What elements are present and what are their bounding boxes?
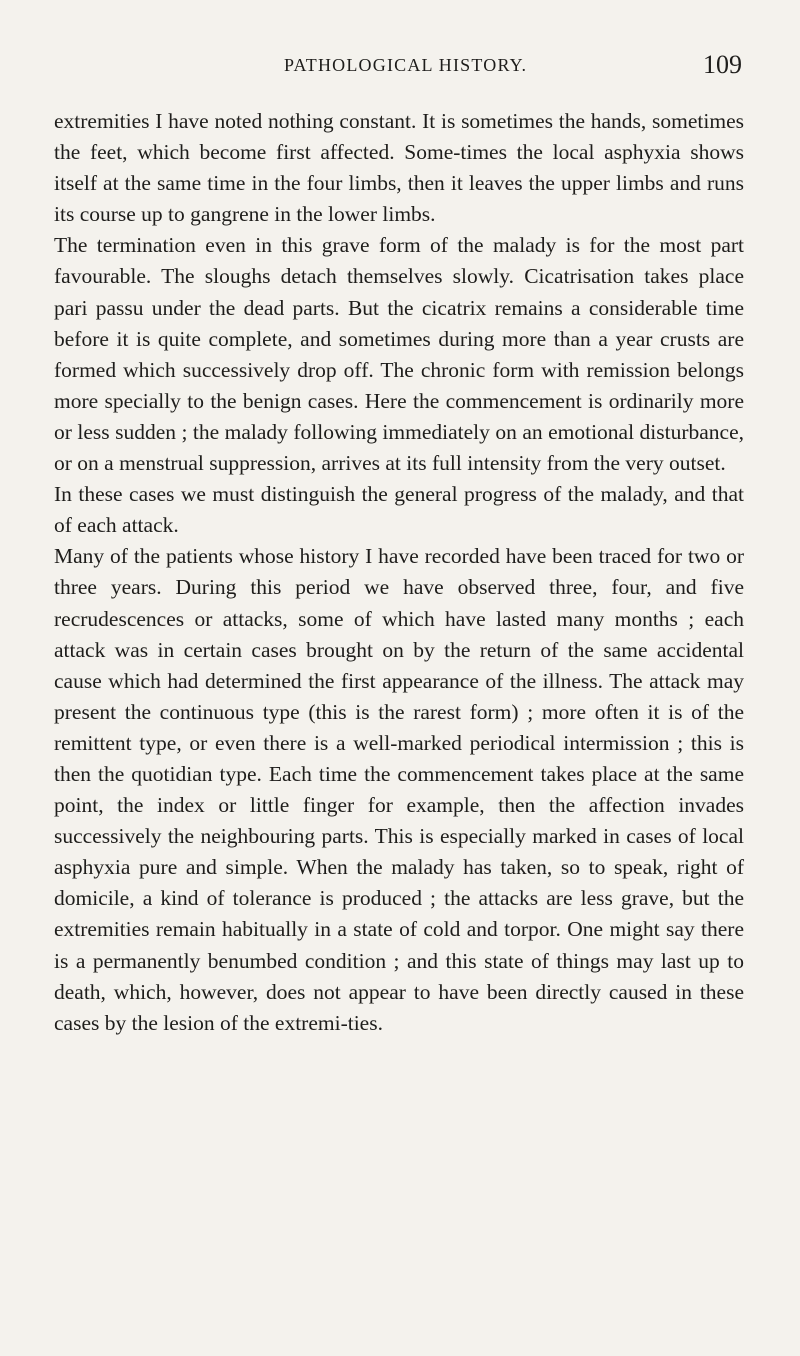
body-text — [54, 106, 744, 1039]
paragraph: Many of the patients whose history I have recorded have been traced for two or three years. During this period we have observed three, four, and five recrudescences or attacks, some of which have lasted many months ; each attack was in certain cases brought on by the return of the same accidental cause which had determined the first appearance of the illness. The attack may present the continuous type (this is the rarest form) ; more often it is of the remittent type, or even there is a well-marked periodical intermission ; this is then the quotidian type. Each time the commencement takes place at the same point, the index or little finger for example, then the affection invades successively the neighbouring parts. This is especially marked in cases of local asphyxia pure and simple. When the malady has taken, so to speak, right of domicile, a kind of tolerance is produced ; the attacks are less grave, but the extremities remain habitually in a state of cold and torpor. One might say there is a permanently benumbed condition ; and this state of things may last up to death, which, however, does not appear to have been directly caused in these cases by the lesion of the extremi-ties. — [54, 544, 744, 1035]
running-head-title: PATHOLOGICAL HISTORY. — [284, 55, 528, 75]
paragraph: extremities I have noted nothing constant. It is sometimes the hands, sometimes the feet, which become first affected. Some-times the local asphyxia shows itself at the same time in the four limbs, then it leaves the upper limbs and runs its course up to gangrene in the lower limbs. — [54, 109, 744, 227]
page-number: 109 — [703, 50, 742, 79]
paragraph: The termination even in this grave form of the malady is for the most part favourable. The sloughs detach themselves slowly. Cicatrisation takes place pari passu under the dead parts. But the cicatrix remains a considerable time before it is quite complete, and sometimes during more than a year crusts are formed which successively drop off. The chronic form with remission belongs more specially to the benign cases. Here the commencement is ordinarily more or less sudden ; the malady following immediately on an emotional disturbance, or on a menstrual suppression, arrives at its full intensity from the very outset. — [54, 233, 744, 476]
running-head — [54, 50, 742, 90]
paragraph: In these cases we must distinguish the general progress of the malady, and that of each attack. — [54, 482, 744, 538]
